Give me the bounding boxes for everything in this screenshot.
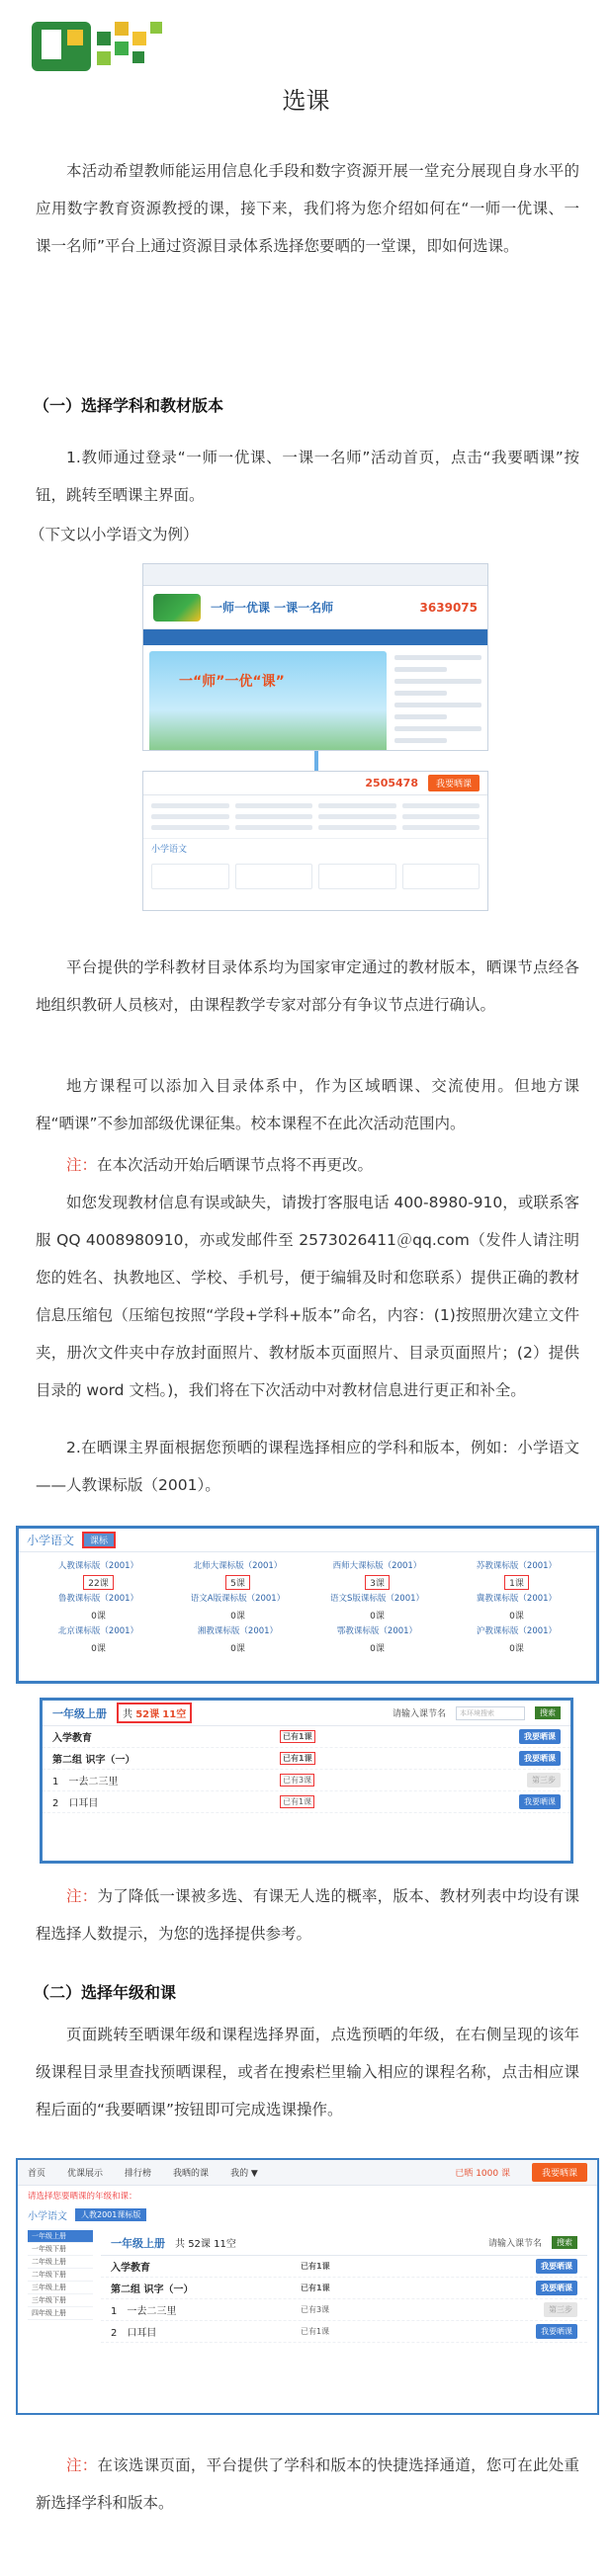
nav-item[interactable]: 我晒的课 — [173, 2169, 210, 2179]
textbook-version-item[interactable] — [447, 1589, 586, 1621]
textbook-version-item[interactable] — [168, 1589, 307, 1621]
visit-count: 3639075 — [419, 600, 478, 615]
intro-paragraph: 本活动希望教师能运用信息化手段和数字资源开展一堂充分展现自身水平的应用数字教育资源教授的课，接下来，我们将为您介绍如何在“一师一优课、一课一名师”平台上通过资源目录体系选择您要晒的一堂课，即如何选课。 — [36, 162, 579, 255]
subject-selector[interactable]: 小学语文 — [28, 2211, 67, 2222]
textbook-version-name: 语文S版课标版（2001） — [329, 1594, 425, 1604]
lesson-name: 入学教育 — [52, 1733, 92, 1744]
section1-heading: （一）选择学科和教材版本 — [34, 396, 224, 415]
top-nav — [18, 2160, 597, 2186]
search-button[interactable]: 搜索 — [535, 1706, 561, 1719]
textbook-version-name: 湘教课标版（2001） — [197, 1626, 279, 1636]
lesson-row — [43, 1770, 570, 1791]
search-button-2[interactable]: 搜索 — [552, 2236, 577, 2249]
textbook-version-item[interactable] — [29, 1556, 168, 1589]
textbook-version-item[interactable] — [29, 1621, 168, 1654]
textbook-version-name: 冀教课标版（2001） — [476, 1594, 558, 1604]
lesson-count: 0课 — [91, 1612, 106, 1621]
textbook-version-panel — [16, 1526, 599, 1684]
step1-text: 1.教师通过登录“一师一优课、一课一名师”活动首页，点击“我要晒课”按钮，跳转至晒课主界面。 — [36, 449, 579, 504]
grade-sidebar-item[interactable]: 四年级上册 — [28, 2307, 93, 2320]
textbook-version-name: 沪教课标版（2001） — [476, 1626, 558, 1636]
lesson-name: 第二组 识字（一） — [52, 1755, 135, 1766]
lesson-rows-2 — [101, 2256, 587, 2343]
textbook-version-name: 苏教课标版（2001） — [476, 1561, 558, 1571]
search-label: 请输入课节名 — [392, 1709, 446, 1719]
textbook-version-name: 语文A版课标版（2001） — [190, 1594, 286, 1604]
textbook-version-item[interactable] — [168, 1621, 307, 1654]
share-lesson-button-2[interactable]: 我要晒课 — [532, 2163, 587, 2182]
textbook-version-item[interactable] — [447, 1621, 586, 1654]
lesson-name: 入学教育 — [111, 2263, 150, 2274]
lesson-name: 第二组 识字（一） — [111, 2285, 194, 2295]
lesson-count: 0课 — [370, 1612, 385, 1621]
grade-sidebar-item[interactable]: 一年级下册 — [28, 2243, 93, 2256]
textbook-version-item[interactable] — [447, 1556, 586, 1589]
nav-item[interactable]: 首页 — [28, 2169, 46, 2179]
page-title: 选课 — [282, 87, 330, 115]
lesson-share-button[interactable]: 我要晒课 — [519, 1729, 561, 1744]
lesson-row — [101, 2299, 587, 2321]
textbook-version-name: 人教课标版（2001） — [57, 1561, 139, 1571]
lesson-search-input[interactable]: 本环境搜索 — [456, 1706, 525, 1720]
lesson-selected-count: 已有1课 — [280, 1752, 315, 1765]
lesson2-share-button[interactable]: 我要晒课 — [536, 2324, 577, 2339]
nav-item[interactable]: 优课展示 — [67, 2169, 104, 2179]
site-logo — [28, 8, 186, 87]
lesson-count: 5课 — [225, 1575, 250, 1590]
local-paragraph: 地方课程可以添加入目录体系中，作为区域晒课、交流使用。但地方课程“晒课”不参加部级优课征集。校本课程不在此次活动范围内。 — [36, 1077, 579, 1132]
textbook-version-item[interactable] — [307, 1589, 447, 1621]
grade-paragraph: 页面跳转至晒课年级和课程选择界面，点选预晒的年级，在右侧呈现的该年级课程目录里查找预晒课程，或者在搜索栏里输入相应的课程名称，点击相应课程后面的“我要晒课”按钮即可完成选课操作。 — [36, 2026, 579, 2119]
info-grid — [143, 795, 487, 838]
site-header — [143, 586, 487, 629]
news-list — [394, 651, 481, 751]
lesson-selected-count: 已有3课 — [280, 1774, 314, 1787]
lesson-selected-count: 已有3课 — [301, 2305, 330, 2314]
hero-banner: 一“师”一优“课” — [149, 651, 387, 751]
textbook-version-item[interactable] — [307, 1621, 447, 1654]
lesson-count-2: 共 52课 11空 — [175, 2239, 236, 2250]
lesson-name: 1 一去二三里 — [111, 2306, 177, 2317]
version-selector[interactable]: 人教2001课标版 — [75, 2208, 146, 2221]
version-cards — [143, 858, 487, 895]
subject-tab-label[interactable]: 小学语文 — [27, 1534, 75, 1547]
section2-heading: （二）选择年级和课 — [34, 1983, 177, 2002]
curriculum-tag[interactable]: 课标 — [82, 1532, 116, 1548]
lesson-share-button[interactable]: 我要晒课 — [519, 1751, 561, 1766]
textbook-version-item[interactable] — [29, 1589, 168, 1621]
lesson-selected-count: 已有1课 — [301, 2327, 330, 2336]
grade-select-screenshot — [16, 2158, 599, 2415]
note2: 注：为了降低一课被多选、有课无人选的概率，版本、教材列表中均设有课程选择人数提示，为您的选择提供参考。 — [36, 1887, 579, 1943]
lesson-share-button[interactable]: 第三步 — [527, 1773, 561, 1787]
lesson-count: 0课 — [91, 1644, 106, 1654]
grade-sidebar-item[interactable]: 一年级上册 — [28, 2230, 93, 2243]
grade-sidebar-item[interactable]: 三年级下册 — [28, 2294, 93, 2307]
lesson-share-button[interactable]: 我要晒课 — [519, 1794, 561, 1809]
note3: 注：在该选课页面，平台提供了学科和版本的快捷选择通道，您可在此处重新选择学科和版本。 — [36, 2456, 579, 2512]
share-count: 2505478 — [365, 777, 418, 789]
lesson-count: 22课 — [83, 1575, 113, 1590]
lesson-count: 0课 — [230, 1612, 245, 1621]
grade-sidebar — [28, 2230, 93, 2343]
lesson-row — [101, 2256, 587, 2278]
grade-label-2: 一年级上册 — [111, 2236, 165, 2250]
textbook-version-name: 鲁教课标版（2001） — [57, 1594, 139, 1604]
subject-tab[interactable]: 小学语文 — [151, 845, 188, 855]
homepage-screenshot — [142, 563, 488, 751]
textbook-grid — [19, 1552, 596, 1658]
lesson-count: 0课 — [230, 1644, 245, 1654]
lesson-selected-count: 已有1课 — [301, 2284, 330, 2292]
share-page-screenshot — [142, 771, 488, 911]
textbook-version-name: 西师大课标版（2001） — [332, 1561, 422, 1571]
site-slogan: 一师一优课 一课一名师 — [211, 601, 334, 615]
browser-topbar — [143, 564, 487, 586]
example-note: （下文以小学语文为例） — [30, 526, 199, 543]
lesson-name: 2 口耳目 — [52, 1798, 99, 1809]
lesson-row — [43, 1726, 570, 1748]
textbook-version-name: 北师大课标版（2001） — [193, 1561, 283, 1571]
step2-text: 2.在晒课主界面根据您预晒的课程选择相应的学科和版本，例如：小学语文——人教课标版（2001）。 — [36, 1439, 579, 1494]
site-logo-small — [153, 594, 201, 622]
textbook-version-name: 北京课标版（2001） — [57, 1626, 139, 1636]
textbook-version-item[interactable] — [168, 1556, 307, 1589]
shared-count: 已晒 1000 课 — [455, 2169, 510, 2179]
lesson-count: 0课 — [509, 1612, 524, 1621]
nav-item[interactable]: 排行榜 — [125, 2169, 152, 2179]
nav-bar — [143, 629, 487, 645]
grade-sidebar-item[interactable]: 三年级上册 — [28, 2282, 93, 2294]
lesson-name: 2 口耳目 — [111, 2328, 157, 2339]
lesson-selected-count: 已有1课 — [280, 1730, 315, 1743]
lesson-row — [43, 1791, 570, 1813]
lesson-count-box: 共 52课 11空 — [117, 1703, 192, 1723]
nav-item[interactable]: 我的 ▼ — [230, 2169, 258, 2179]
grade-label: 一年级上册 — [52, 1706, 107, 1720]
lesson-row — [101, 2278, 587, 2299]
grade-sidebar-item[interactable]: 二年级下册 — [28, 2269, 93, 2282]
grade-sidebar-item[interactable]: 二年级上册 — [28, 2256, 93, 2269]
flow-arrow — [314, 751, 318, 773]
textbook-version-item[interactable] — [307, 1556, 447, 1589]
note1: 注：在本次活动开始后晒课节点将不再更改。 — [66, 1156, 374, 1174]
contact-paragraph: 如您发现教材信息有误或缺失，请拨打客服电话 400-8980-910，或联系客服 QQ 4008980910，亦或发邮件至 2573026411＠qq.com（发件人请注明您的姓名、执教地区、学校、手机号，便于编辑及时和您联系）提供正确的教材信息压缩包（压缩包按照“学段+学科+版本”命名，内容：(1)按照册次建立文件夹，册次文件夹中存放封面照片、教材版本页面照片、目录页面照片；(2）提供目录的 word 文档。)，我们将在下次活动中对教材信息进行更正和补全。 — [36, 1194, 579, 1399]
share-lesson-button[interactable]: 我要晒课 — [428, 775, 480, 791]
lesson-count: 0课 — [370, 1644, 385, 1654]
select-hint: 请选择您要晒课的年级和课： — [28, 2192, 137, 2202]
lesson-row — [101, 2321, 587, 2343]
lesson-list-panel — [40, 1698, 573, 1864]
lesson2-share-button[interactable]: 我要晒课 — [536, 2259, 577, 2274]
lesson-selected-count: 已有1课 — [301, 2262, 330, 2271]
lesson-selected-count: 已有1课 — [280, 1795, 314, 1808]
catalog-paragraph: 平台提供的学科教材目录体系均为国家审定通过的教材版本，晒课节点经各地组织教研人员核对，由课程教学专家对部分有争议节点进行确认。 — [36, 958, 579, 1014]
textbook-version-name: 鄂教课标版（2001） — [336, 1626, 418, 1636]
lesson-count: 0课 — [509, 1644, 524, 1654]
search-label-2: 请输入课节名 — [487, 2239, 542, 2249]
lesson-row — [43, 1748, 570, 1770]
lesson-count: 1课 — [504, 1575, 529, 1590]
lesson-rows — [43, 1726, 570, 1813]
lesson2-share-button[interactable]: 第三步 — [544, 2302, 577, 2317]
lesson-name: 1 一去二三里 — [52, 1777, 119, 1787]
lesson2-share-button[interactable]: 我要晒课 — [536, 2281, 577, 2295]
lesson-count: 3课 — [365, 1575, 390, 1590]
